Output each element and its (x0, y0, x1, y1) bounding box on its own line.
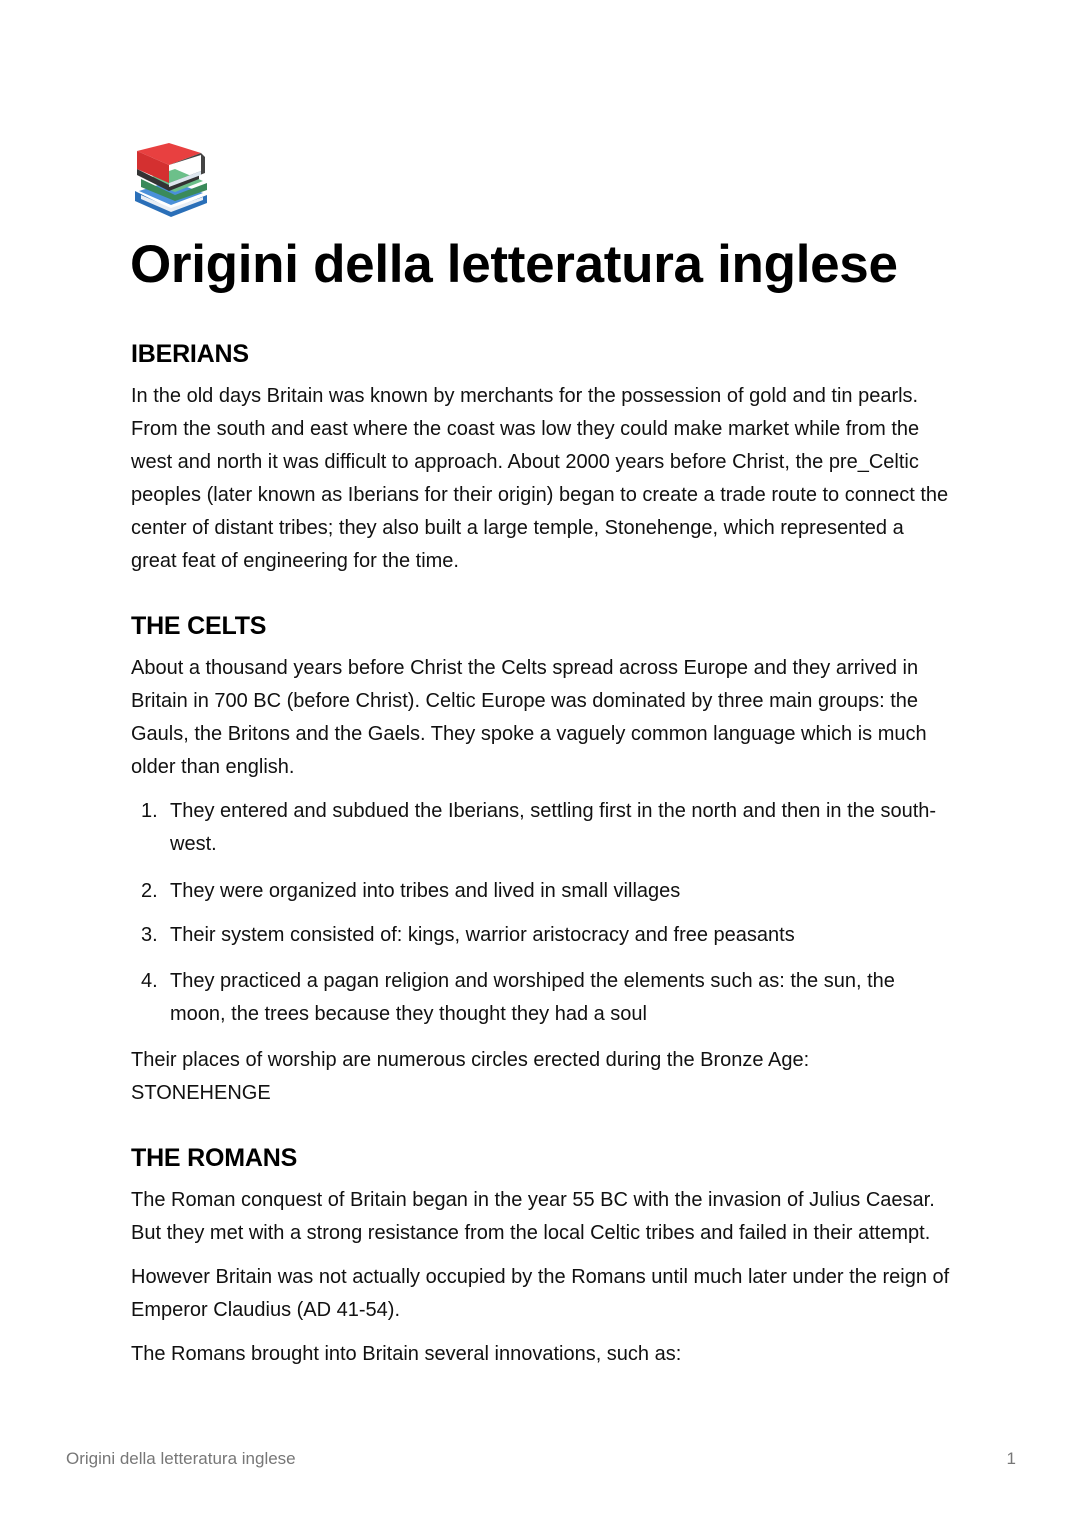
footer-title: Origini della letteratura inglese (66, 1449, 296, 1468)
paragraph: The Roman conquest of Britain began in the year 55 BC with the invasion of Julius Caesar. But they met with a strong resistance from the local Celtic tribes and failed in their attempt. (131, 1189, 935, 1244)
page-number: 1 (1006, 1449, 1016, 1468)
page-title: Origini della letteratura inglese (130, 235, 898, 294)
section-heading: THE CELTS (131, 612, 267, 640)
list-item: 3. Their system consisted of: kings, warrior aristocracy and free peasants (141, 924, 795, 946)
document-body (131, 334, 951, 1371)
list-item: 4. They practiced a pagan religion and worshiped the elements such as: the sun, the moon, the trees because they thought they had a soul (141, 970, 895, 1025)
list-item: 1. They entered and subdued the Iberians, settling first in the north and then in the south-west. (141, 800, 937, 855)
paragraph: About a thousand years before Christ the Celts spread across Europe and they arrived in Britain in 700 BC (before Christ). Celtic Europe was dominated by three main groups: the Gauls, the Britons and the Gaels. They spoke a vaguely common language which is much older than english. (131, 657, 927, 778)
section-celts (131, 606, 951, 1110)
books-emoji-icon (131, 143, 211, 217)
list-item: 2. They were organized into tribes and lived in small villages (141, 880, 681, 902)
paragraph: Their places of worship are numerous circles erected during the Bronze Age: STONEHENGE (131, 1049, 810, 1104)
paragraph: However Britain was not actually occupied by the Romans until much later under the reign of Emperor Claudius (AD 41-54). (131, 1266, 950, 1321)
paragraph: In the old days Britain was known by merchants for the possession of gold and tin pearls. From the south and east where the coast was low they could make market while from the west and north it was difficult to approach. About 2000 years before Christ, the pre_Celtic peoples (later known as Iberians for their origin) began to create a trade route to connect the center of distant tribes; they also built a large temple, Stonehenge, which represented a great feat of engineering for the time. (131, 385, 949, 572)
paragraph: The Romans brought into Britain several innovations, such as: (131, 1343, 682, 1365)
section-iberians (131, 334, 951, 578)
celts-list (131, 795, 951, 1031)
section-romans (131, 1138, 951, 1371)
section-heading: IBERIANS (131, 340, 249, 368)
section-heading: THE ROMANS (131, 1144, 298, 1172)
